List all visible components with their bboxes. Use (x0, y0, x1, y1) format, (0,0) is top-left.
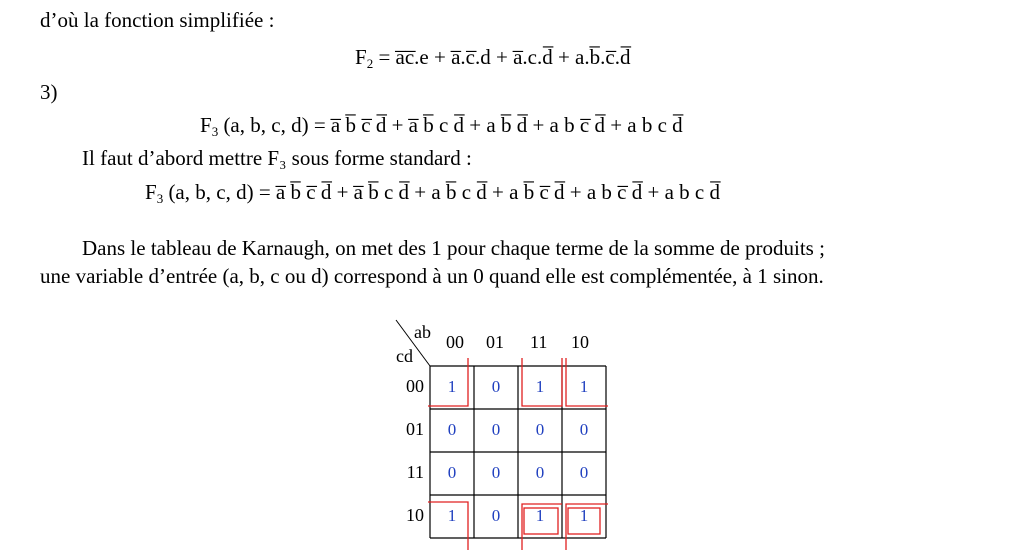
f3-standard-args: (a, b, c, d) = (168, 180, 271, 204)
karnaugh-map (390, 318, 630, 556)
kmap-cell: 0 (491, 463, 501, 482)
f2-equation (355, 45, 630, 70)
f2-rhs: = a̅c̅.e + a̅.c̅.d + a̅.c.d̅ + a.b̅.c̅.d̅ (378, 45, 631, 69)
col-header: 10 (571, 332, 589, 352)
col-header: 01 (486, 332, 504, 352)
f3-original-equation (200, 113, 683, 138)
kmap-cell: 0 (491, 377, 501, 396)
section-number: 3) (40, 80, 58, 104)
row-header: 10 (406, 505, 424, 525)
kmap-cell: 0 (579, 463, 589, 482)
f3-standard-lhs: F (145, 180, 157, 204)
f3-original-sub: 3 (211, 124, 219, 139)
f2-sub: 2 (366, 56, 374, 71)
kmap-cell: 0 (535, 420, 545, 439)
corner-cd-label: cd (396, 346, 413, 366)
f2-lhs: F (355, 45, 367, 69)
kmap-cell: 1 (579, 506, 589, 525)
kmap-cell: 1 (535, 506, 545, 525)
f3-original-expr: a̅ b̅ c̅ d̅ + a̅ b̅ c d̅ + a b̅ d̅ + a b c̅ d̅ + a b c d̅ (330, 113, 683, 137)
kmap-cell: 1 (447, 506, 457, 525)
f3-original-args: (a, b, c, d) = (223, 113, 326, 137)
kmap-cell: 0 (579, 420, 589, 439)
kmap-cell: 0 (535, 463, 545, 482)
intro-text: d’où la fonction simplifiée : (40, 8, 275, 32)
col-header: 00 (446, 332, 464, 352)
f3-standard-equation (145, 180, 720, 205)
col-header: 11 (530, 332, 548, 352)
paragraph-line-2: une variable d’entrée (a, b, c ou d) correspond à un 0 quand elle est complémentée, à 1 sinon. (40, 264, 824, 288)
kmap-cell: 0 (447, 420, 457, 439)
f3-original-lhs: F (200, 113, 212, 137)
row-header: 00 (406, 376, 424, 396)
f3-standard-expr: a̅ b̅ c̅ d̅ + a̅ b̅ c d̅ + a b̅ c d̅ + a b̅ c̅ d̅ + a b c̅ d̅ + a b c d̅ (275, 180, 720, 204)
row-header: 01 (406, 419, 424, 439)
kmap-cell: 0 (491, 506, 501, 525)
kmap-cell: 1 (447, 377, 457, 396)
kmap-cell: 1 (579, 377, 589, 396)
standard-form-intro: Il faut d’abord mettre F₃ sous forme standard : (82, 146, 472, 170)
paragraph-line-1: Dans le tableau de Karnaugh, on met des 1 pour chaque terme de la somme de produits ; (82, 236, 825, 260)
corner-ab-label: ab (414, 322, 431, 342)
row-header: 11 (406, 462, 424, 482)
kmap-cell: 0 (491, 420, 501, 439)
f3-standard-sub: 3 (156, 191, 164, 206)
kmap-cell: 1 (535, 377, 545, 396)
kmap-cell: 0 (447, 463, 457, 482)
